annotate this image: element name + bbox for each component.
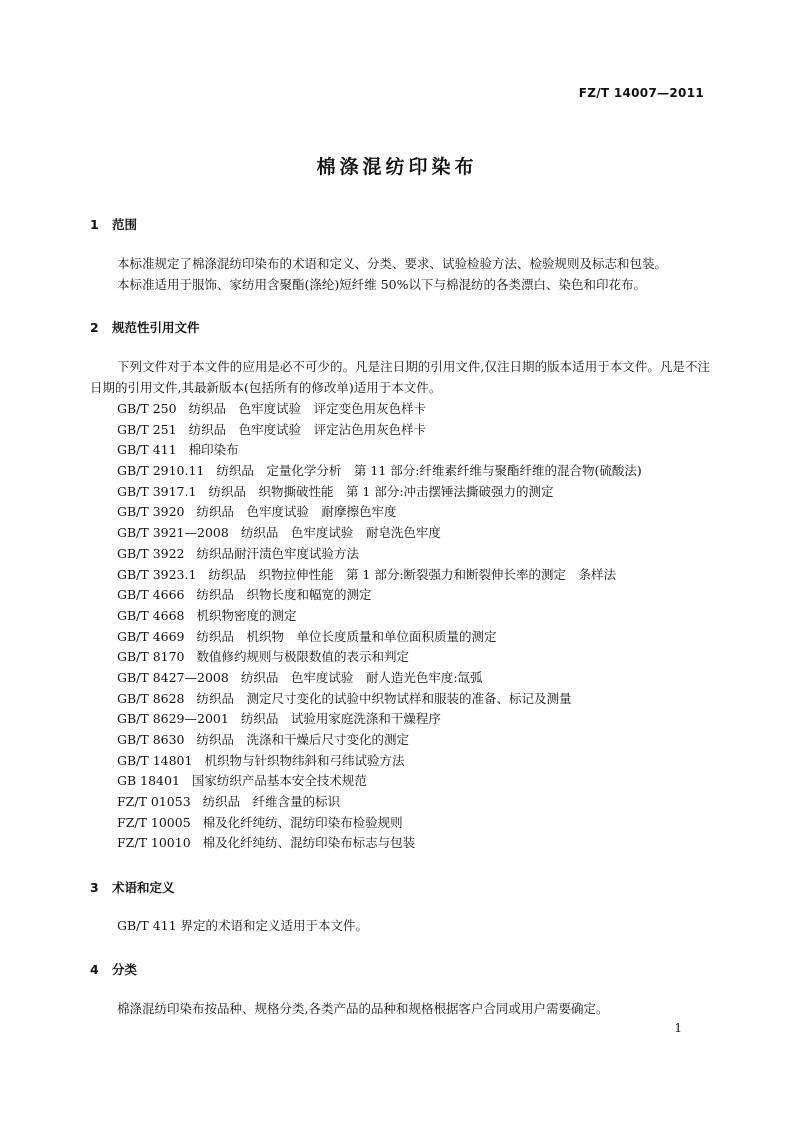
reference-item bbox=[117, 689, 717, 710]
reference-title: 纺织品 织物长度和幅宽的测定 bbox=[196, 587, 372, 603]
reference-item bbox=[117, 544, 717, 565]
reference-item bbox=[117, 523, 717, 544]
reference-title: 纺织品 洗涤和干燥后尺寸变化的测定 bbox=[196, 732, 410, 747]
reference-item bbox=[117, 565, 717, 586]
paragraph: GB/T 411 界定的术语和定义适用于本文件。 bbox=[117, 918, 369, 933]
section-4-heading bbox=[90, 960, 137, 978]
reference-title: 纺织品 色牢度试验 耐人造光色牢度:氙弧 bbox=[240, 669, 483, 685]
reference-item bbox=[117, 585, 717, 606]
reference-code: GB/T 411 bbox=[117, 442, 177, 458]
reference-title: 纺织品 测定尺寸变化的试验中织物试样和服装的准备、标记及测量 bbox=[196, 690, 572, 706]
reference-item bbox=[117, 668, 717, 689]
reference-title: 纺织品 色牢度试验 评定沾色用灰色样卡 bbox=[188, 421, 427, 437]
paragraph: 本标准规定了棉涤混纺印染布的术语和定义、分类、要求、试验检验方法、检验规则及标志和包装。 bbox=[117, 256, 668, 271]
reference-item bbox=[117, 399, 717, 420]
section-2-heading bbox=[90, 318, 200, 336]
reference-title: 纺织品 织物撕破性能 第 1 部分:冲击摆锤法撕破强力的测定 bbox=[208, 483, 554, 499]
reference-code: GB/T 4668 bbox=[117, 607, 185, 623]
reference-code: GB/T 8628 bbox=[117, 690, 185, 706]
reference-code: GB/T 4666 bbox=[117, 587, 185, 603]
reference-code: GB/T 2910.11 bbox=[117, 463, 205, 479]
reference-title: 纺织品 色牢度试验 评定变色用灰色样卡 bbox=[188, 401, 427, 416]
section-3-heading bbox=[90, 878, 175, 896]
reference-item bbox=[117, 440, 717, 461]
reference-item bbox=[117, 647, 717, 668]
reference-item bbox=[117, 502, 717, 523]
reference-code: GB/T 3917.1 bbox=[117, 483, 197, 499]
reference-code: GB/T 3921—2008 bbox=[117, 525, 229, 541]
paragraph: 本标准适用于服饰、家纺用含聚酯(涤纶)短纤维 50%以下与棉混纺的各类漂白、染色和印花布。 bbox=[117, 276, 647, 292]
reference-title: 纺织品 织物拉伸性能 第 1 部分:断裂强力和断裂伸长率的测定 条样法 bbox=[208, 566, 617, 582]
reference-item bbox=[117, 420, 717, 441]
reference-code: GB/T 3923.1 bbox=[117, 566, 197, 582]
reference-code: GB/T 14801 bbox=[117, 752, 193, 768]
section-2-intro bbox=[90, 357, 710, 398]
reference-code: GB/T 4669 bbox=[117, 628, 185, 644]
section-number: 1 bbox=[90, 217, 99, 232]
reference-item bbox=[117, 792, 717, 813]
reference-item bbox=[117, 627, 717, 648]
reference-title: 纺织品耐汗渍色牢度试验方法 bbox=[196, 545, 360, 561]
reference-item bbox=[117, 461, 717, 482]
standard-code: FZ/T 14007—2011 bbox=[578, 86, 704, 100]
section-title: 规范性引用文件 bbox=[112, 320, 200, 335]
reference-code: GB/T 3922 bbox=[117, 545, 185, 561]
reference-code: GB/T 251 bbox=[117, 421, 177, 437]
section-number: 2 bbox=[90, 320, 99, 335]
section-1-heading bbox=[90, 215, 137, 233]
reference-title: 纺织品 定量化学分析 第 11 部分:纤维素纤维与聚酯纤维的混合物(硫酸法) bbox=[216, 463, 642, 479]
reference-code: GB/T 8630 bbox=[117, 732, 185, 747]
reference-item bbox=[117, 771, 717, 792]
reference-list bbox=[117, 399, 717, 854]
reference-item bbox=[117, 813, 717, 834]
reference-item bbox=[117, 730, 717, 751]
document-title: 棉涤混纺印染布 bbox=[316, 156, 478, 178]
reference-title: 棉及化纤纯纺、混纺印染布检验规则 bbox=[202, 814, 403, 830]
section-number: 4 bbox=[90, 962, 99, 977]
reference-code: GB/T 3920 bbox=[117, 504, 185, 520]
reference-title: 国家纺织产品基本安全技术规范 bbox=[191, 773, 367, 789]
reference-item bbox=[117, 709, 717, 730]
reference-title: 纺织品 色牢度试验 耐皂洗色牢度 bbox=[240, 525, 441, 541]
section-title: 术语和定义 bbox=[112, 880, 175, 895]
reference-title: 纺织品 机织物 单位长度质量和单位面积质量的测定 bbox=[196, 628, 497, 644]
section-4-body bbox=[90, 999, 710, 1020]
reference-code: FZ/T 10010 bbox=[117, 835, 191, 851]
reference-code: FZ/T 01053 bbox=[117, 794, 191, 810]
reference-code: GB/T 8427—2008 bbox=[117, 669, 229, 685]
reference-code: FZ/T 10005 bbox=[117, 814, 191, 830]
reference-code: GB 18401 bbox=[117, 773, 180, 789]
reference-title: 机织物密度的测定 bbox=[196, 607, 297, 623]
section-number: 3 bbox=[90, 880, 99, 895]
reference-code: GB/T 250 bbox=[117, 401, 177, 416]
reference-code: GB/T 8629—2001 bbox=[117, 711, 229, 727]
paragraph: 棉涤混纺印染布按品种、规格分类,各类产品的品种和规格根据客户合同或用户需要确定。 bbox=[117, 1001, 609, 1016]
section-title: 范围 bbox=[112, 217, 138, 232]
reference-title: 纺织品 试验用家庭洗涤和干燥程序 bbox=[240, 711, 441, 727]
reference-title: 机织物与针织物纬斜和弓纬试验方法 bbox=[204, 752, 405, 768]
reference-item bbox=[117, 606, 717, 627]
section-1-body bbox=[90, 254, 710, 295]
reference-title: 棉印染布 bbox=[188, 442, 239, 458]
section-title: 分类 bbox=[112, 962, 138, 977]
paragraph: 下列文件对于本文件的应用是必不可少的。凡是注日期的引用文件,仅注日期的版本适用于本文件。凡是不注日期的引用文件,其最新版本(包括所有的修改单)适用于本文件。 bbox=[90, 359, 710, 395]
reference-title: 棉及化纤纯纺、混纺印染布标志与包装 bbox=[202, 835, 416, 851]
reference-title: 数值修约规则与极限数值的表示和判定 bbox=[196, 649, 410, 665]
page-number: 1 bbox=[674, 1021, 682, 1035]
reference-code: GB/T 8170 bbox=[117, 649, 185, 665]
reference-item bbox=[117, 751, 717, 772]
reference-title: 纺织品 纤维含量的标识 bbox=[202, 794, 341, 810]
reference-item bbox=[117, 482, 717, 503]
reference-item bbox=[117, 833, 717, 854]
section-3-body bbox=[90, 916, 710, 937]
reference-title: 纺织品 色牢度试验 耐摩擦色牢度 bbox=[196, 504, 397, 520]
